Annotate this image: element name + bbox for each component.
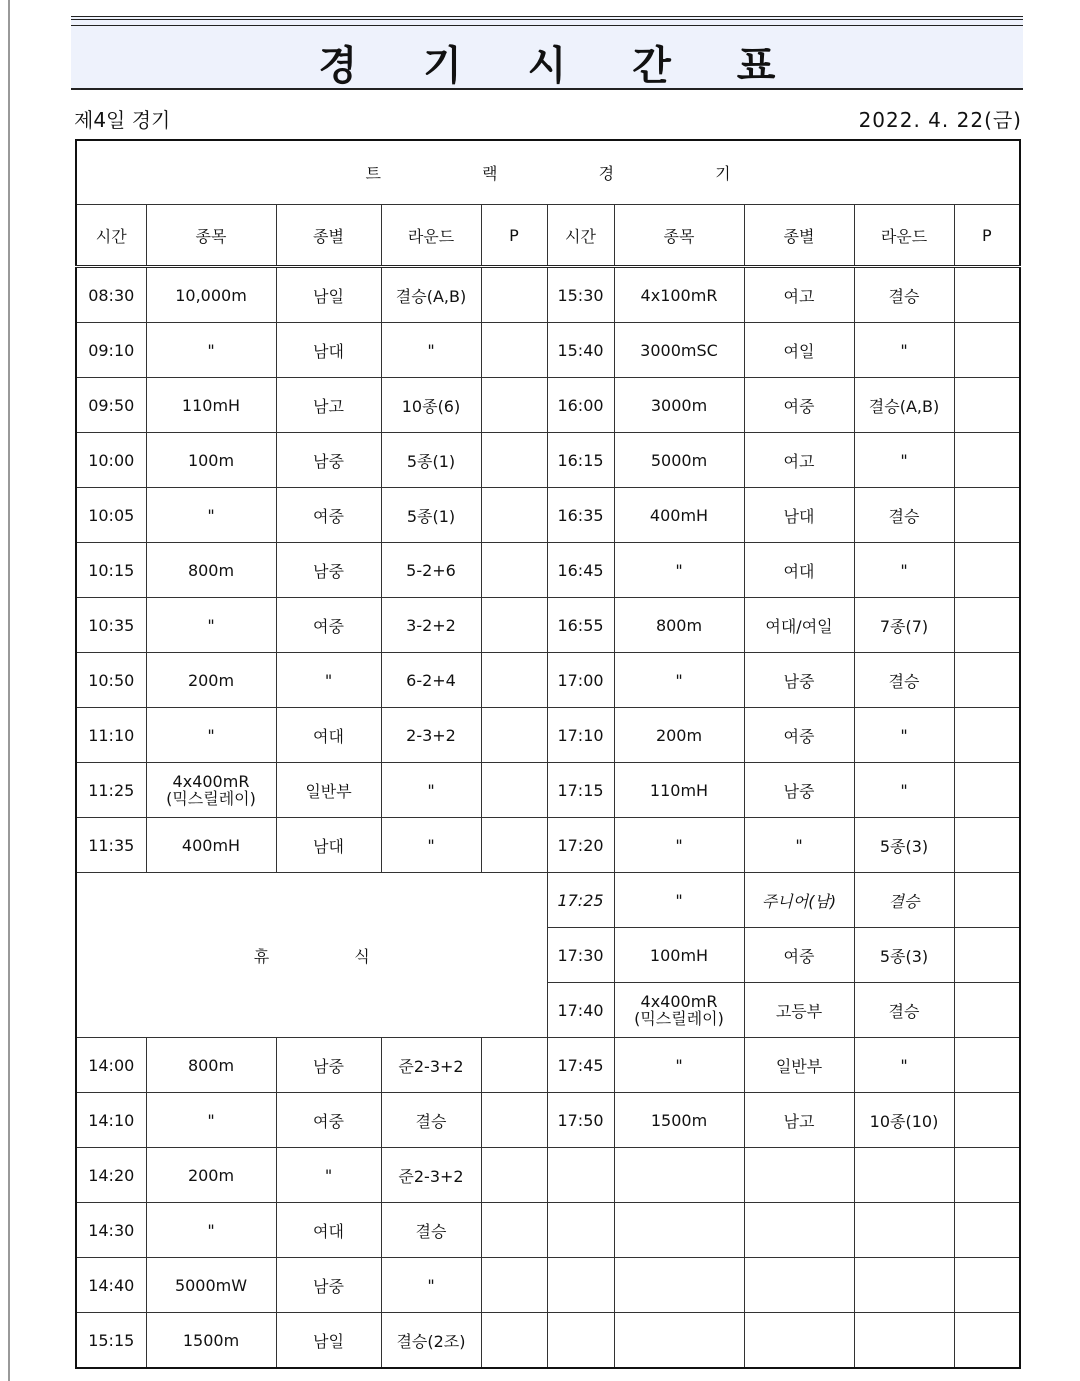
right-round-cell: 결승 [854,653,954,708]
right-event-cell: 1500m [614,1093,744,1148]
right-round-cell: " [854,433,954,488]
table-row [76,378,1020,433]
left-event-cell: 10,000m [146,267,276,323]
right-round-cell [854,1258,954,1313]
right-event-cell [614,1148,744,1203]
right-time-cell [547,1313,614,1369]
left-time-cell: 14:30 [76,1203,146,1258]
col-header-p-2: P [954,205,1020,267]
right-division-cell: 남고 [744,1093,854,1148]
page-title: 경 기 시 간 표 [318,43,802,89]
right-p-cell [954,983,1020,1038]
right-event-cell: " [614,873,744,928]
left-division-cell: 남중 [276,543,381,598]
right-division-cell [744,1313,854,1369]
left-time-cell: 08:30 [76,267,146,323]
left-event-cell: " [146,488,276,543]
table-row [76,323,1020,378]
right-event-cell [614,1203,744,1258]
right-event-cell: " [614,543,744,598]
right-division-cell: 남대 [744,488,854,543]
table-row [76,267,1020,323]
section-title: 트 랙 경 기 [76,140,1020,205]
right-event-cell: 3000m [614,378,744,433]
right-round-cell: 결승 [854,267,954,323]
left-time-cell: 14:40 [76,1258,146,1313]
left-division-cell: 남대 [276,818,381,873]
right-event-cell [614,1258,744,1313]
left-event-cell: " [146,1203,276,1258]
left-division-cell: " [276,1148,381,1203]
left-time-cell: 10:00 [76,433,146,488]
left-event-cell: 400mH [146,818,276,873]
right-time-cell: 16:00 [547,378,614,433]
left-round-cell: 3-2+2 [381,598,481,653]
left-time-cell: 11:10 [76,708,146,763]
title-rule [71,25,1023,26]
right-division-cell: 여중 [744,708,854,763]
table-row [76,1203,1020,1258]
right-time-cell: 17:00 [547,653,614,708]
left-round-cell: 결승(A,B) [381,267,481,323]
right-event-cell-sub: (믹스릴레이) [634,1009,724,1028]
left-time-cell: 09:10 [76,323,146,378]
table-row [76,763,1020,818]
right-p-cell [954,1313,1020,1369]
table-row [76,1093,1020,1148]
left-event-cell: 1500m [146,1313,276,1369]
right-round-cell: 7종(7) [854,598,954,653]
left-round-cell: 결승 [381,1093,481,1148]
table-row [76,1148,1020,1203]
col-header-round-2: 라운드 [854,205,954,267]
left-p-cell [481,1203,547,1258]
left-round-cell: 6-2+4 [381,653,481,708]
left-time-cell: 10:05 [76,488,146,543]
right-round-cell [854,1148,954,1203]
left-round-cell: 준2-3+2 [381,1038,481,1093]
right-division-cell: 여대 [744,543,854,598]
right-time-cell: 17:25 [547,873,614,928]
rest-break-cell: 휴 식 [76,873,547,1038]
right-time-cell: 15:30 [547,267,614,323]
left-round-cell: " [381,763,481,818]
left-event-cell: 100m [146,433,276,488]
right-division-cell: 여고 [744,433,854,488]
right-p-cell [954,598,1020,653]
date-label: 2022. 4. 22(금) [858,108,1022,132]
left-division-cell: 여중 [276,488,381,543]
left-p-cell [481,708,547,763]
left-event-cell: " [146,1093,276,1148]
col-header-division-2: 종별 [744,205,854,267]
right-round-cell [854,1313,954,1369]
right-division-cell [744,1203,854,1258]
right-time-cell: 17:50 [547,1093,614,1148]
right-event-cell: " [614,653,744,708]
left-p-cell [481,433,547,488]
left-p-cell [481,1148,547,1203]
left-division-cell: 남중 [276,1258,381,1313]
right-round-cell: 결승 [854,983,954,1038]
col-header-time: 시간 [76,205,146,267]
left-event-cell: 200m [146,653,276,708]
right-time-cell [547,1203,614,1258]
title-banner [71,16,1023,90]
left-round-cell: " [381,323,481,378]
right-p-cell [954,543,1020,598]
table-row [76,433,1020,488]
left-p-cell [481,267,547,323]
right-round-cell [854,1203,954,1258]
left-round-cell: 5종(1) [381,488,481,543]
left-p-cell [481,598,547,653]
left-round-cell: 5종(1) [381,433,481,488]
right-division-cell [744,1148,854,1203]
left-event-cell: 800m [146,1038,276,1093]
column-header-row [76,205,1020,267]
left-round-cell: " [381,1258,481,1313]
left-round-cell: 결승 [381,1203,481,1258]
right-round-cell: 결승 [854,488,954,543]
right-time-cell: 16:35 [547,488,614,543]
left-time-cell: 10:15 [76,543,146,598]
right-p-cell [954,1203,1020,1258]
right-division-cell: 주니어(남) [744,873,854,928]
left-event-cell-sub: (믹스릴레이) [166,789,256,808]
table-row [76,1038,1020,1093]
right-event-cell: " [614,818,744,873]
left-event-cell: 110mH [146,378,276,433]
left-time-cell: 11:25 [76,763,146,818]
left-division-cell: 남중 [276,433,381,488]
left-division-cell: 남대 [276,323,381,378]
left-round-cell: 5-2+6 [381,543,481,598]
right-division-cell [744,1258,854,1313]
left-division-cell: 남일 [276,1313,381,1369]
right-round-cell: " [854,323,954,378]
table-row [76,818,1020,873]
col-header-division: 종별 [276,205,381,267]
left-p-cell [481,763,547,818]
day-label: 제4일 경기 [74,108,171,132]
right-time-cell: 17:15 [547,763,614,818]
right-p-cell [954,1148,1020,1203]
right-time-cell: 17:30 [547,928,614,983]
right-event-cell: 800m [614,598,744,653]
right-division-cell: 고등부 [744,983,854,1038]
left-division-cell: 남고 [276,378,381,433]
right-time-cell: 17:45 [547,1038,614,1093]
left-event-cell: " [146,323,276,378]
right-round-cell: 5종(3) [854,928,954,983]
right-time-cell: 17:20 [547,818,614,873]
right-round-cell: " [854,543,954,598]
right-time-cell: 16:45 [547,543,614,598]
right-event-cell: 110mH [614,763,744,818]
left-round-cell: " [381,818,481,873]
right-p-cell [954,873,1020,928]
left-p-cell [481,488,547,543]
right-event-cell: 400mH [614,488,744,543]
col-header-round: 라운드 [381,205,481,267]
right-division-cell: 일반부 [744,1038,854,1093]
table-row [76,598,1020,653]
table-row [76,488,1020,543]
right-p-cell [954,818,1020,873]
right-round-cell: " [854,763,954,818]
schedule-body [76,140,1020,1368]
left-time-cell: 11:35 [76,818,146,873]
col-header-p: P [481,205,547,267]
table-row [76,543,1020,598]
right-event-cell: 3000mSC [614,323,744,378]
left-time-cell: 10:35 [76,598,146,653]
right-division-cell: 여고 [744,267,854,323]
col-header-time-2: 시간 [547,205,614,267]
right-event-cell: 200m [614,708,744,763]
right-round-cell: 결승(A,B) [854,378,954,433]
right-p-cell [954,433,1020,488]
left-p-cell [481,1313,547,1369]
left-p-cell [481,323,547,378]
left-p-cell [481,1093,547,1148]
left-p-cell [481,543,547,598]
table-row [76,1258,1020,1313]
left-p-cell [481,1258,547,1313]
right-time-cell: 17:40 [547,983,614,1038]
right-division-cell: 남중 [744,653,854,708]
right-event-cell [614,983,744,1038]
left-event-cell: 200m [146,1148,276,1203]
left-round-cell: 2-3+2 [381,708,481,763]
right-p-cell [954,323,1020,378]
right-time-cell: 16:15 [547,433,614,488]
right-round-cell: 결승 [854,873,954,928]
left-p-cell [481,1038,547,1093]
table-row [76,653,1020,708]
left-time-cell: 10:50 [76,653,146,708]
left-edge-rule [0,0,10,1381]
right-event-cell [614,1313,744,1369]
right-time-cell [547,1258,614,1313]
right-event-cell: 5000m [614,433,744,488]
left-division-cell: 여중 [276,598,381,653]
right-p-cell [954,1038,1020,1093]
left-p-cell [481,653,547,708]
right-p-cell [954,708,1020,763]
left-division-cell: " [276,653,381,708]
col-header-event-2: 종목 [614,205,744,267]
left-p-cell [481,378,547,433]
right-p-cell [954,267,1020,323]
right-round-cell: " [854,1038,954,1093]
table-row [76,873,1020,928]
right-division-cell: 여일 [744,323,854,378]
right-division-cell: " [744,818,854,873]
right-time-cell [547,1148,614,1203]
left-division-cell: 일반부 [276,763,381,818]
left-time-cell: 15:15 [76,1313,146,1369]
left-p-cell [481,818,547,873]
right-round-cell: 5종(3) [854,818,954,873]
left-event-cell [146,763,276,818]
right-p-cell [954,378,1020,433]
table-row [76,708,1020,763]
right-event-cell-main: 4x400mR [640,992,718,1011]
left-event-cell: " [146,708,276,763]
right-division-cell: 여중 [744,378,854,433]
left-round-cell: 10종(6) [381,378,481,433]
left-event-cell-main: 4x400mR [172,772,250,791]
table-row [76,1313,1020,1369]
right-time-cell: 17:10 [547,708,614,763]
left-round-cell: 결승(2조) [381,1313,481,1369]
right-time-cell: 15:40 [547,323,614,378]
left-event-cell: 5000mW [146,1258,276,1313]
right-p-cell [954,928,1020,983]
right-division-cell: 남중 [744,763,854,818]
left-time-cell: 14:00 [76,1038,146,1093]
left-round-cell: 준2-3+2 [381,1148,481,1203]
right-division-cell: 여중 [744,928,854,983]
right-time-cell: 16:55 [547,598,614,653]
left-time-cell: 14:10 [76,1093,146,1148]
right-round-cell: 10종(10) [854,1093,954,1148]
col-header-event: 종목 [146,205,276,267]
left-event-cell: " [146,598,276,653]
schedule-table [75,139,1021,1369]
right-p-cell [954,763,1020,818]
left-time-cell: 14:20 [76,1148,146,1203]
right-event-cell: " [614,1038,744,1093]
right-p-cell [954,653,1020,708]
left-division-cell: 남일 [276,267,381,323]
right-p-cell [954,488,1020,543]
right-round-cell: " [854,708,954,763]
right-event-cell: 100mH [614,928,744,983]
left-event-cell: 800m [146,543,276,598]
left-time-cell: 09:50 [76,378,146,433]
right-division-cell: 여대/여일 [744,598,854,653]
right-p-cell [954,1093,1020,1148]
right-event-cell: 4x100mR [614,267,744,323]
left-division-cell: 여대 [276,1203,381,1258]
left-division-cell: 여중 [276,1093,381,1148]
left-division-cell: 여대 [276,708,381,763]
left-division-cell: 남중 [276,1038,381,1093]
right-p-cell [954,1258,1020,1313]
section-header-row [76,140,1020,205]
